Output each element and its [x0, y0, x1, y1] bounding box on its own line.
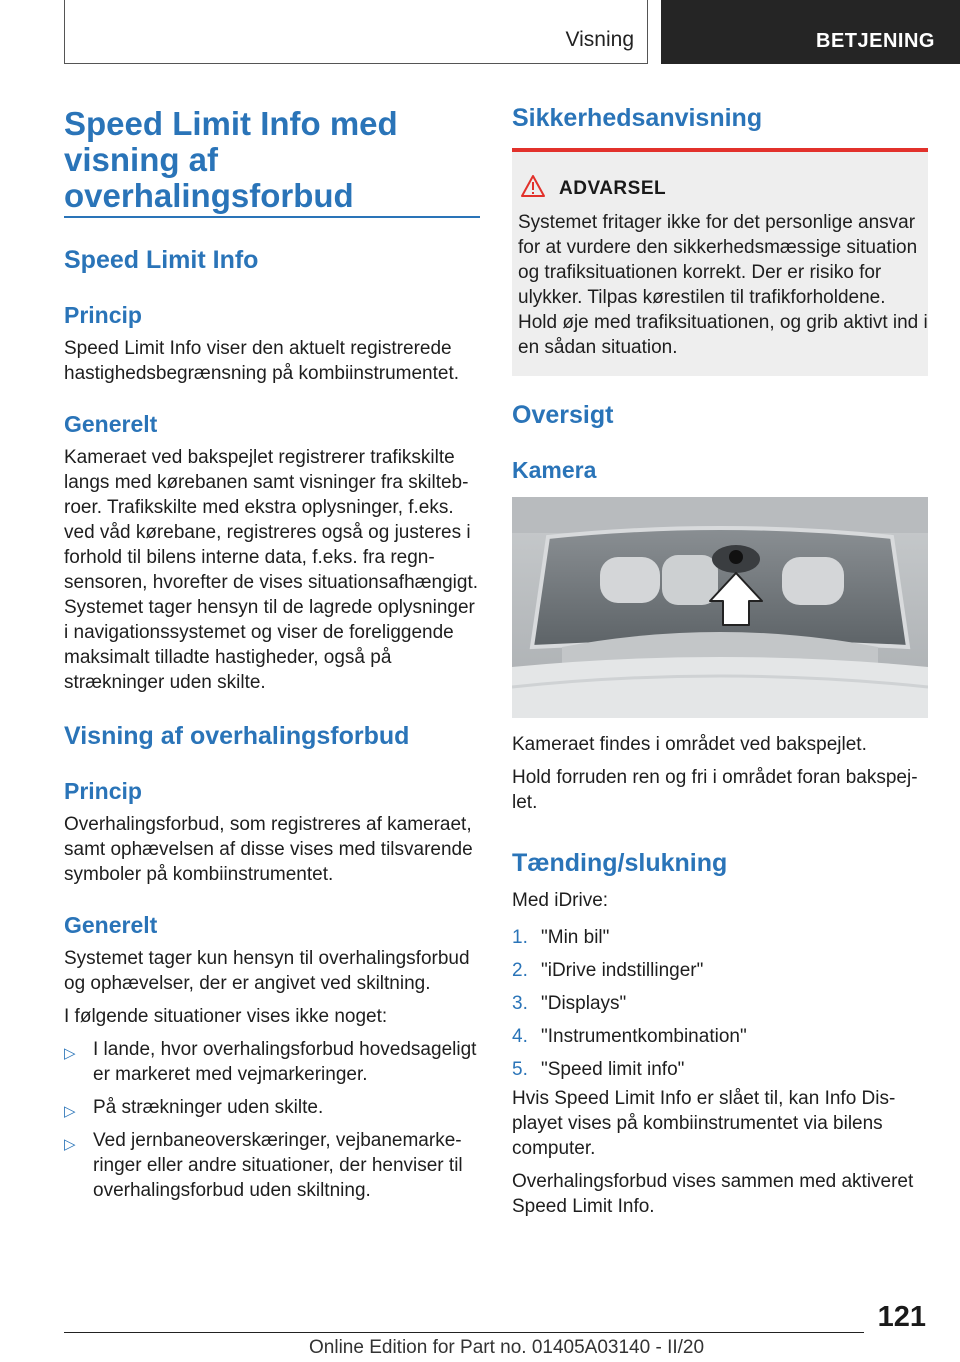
- step-number: 2.: [512, 960, 528, 981]
- warning-triangle-icon: [520, 174, 546, 198]
- page-number: 121: [877, 1301, 926, 1333]
- bullet-triangle-icon: ▷: [64, 1103, 76, 1120]
- heading-kamera: Kamera: [512, 457, 597, 483]
- step-text: "Speed limit info": [541, 1059, 685, 1080]
- idrive-intro: Med iDrive:: [512, 890, 609, 911]
- header-frame: [64, 0, 648, 64]
- warning-text: Systemet fritager ikke for det personlige ansvar for at vurdere den sikkerhedsmæssige situation og trafiksituationen korrekt. Der er risiko for ulykker. Tilpas kørestilen til trafikforholdene. Hold øje med trafiksituationen, og grib aktivt ind i en sådan situation.: [518, 212, 928, 358]
- title-rule: [64, 216, 480, 218]
- step-text: "iDrive indstillinger": [541, 960, 704, 981]
- heading-taending-slukning: Tænding/slukning: [512, 849, 728, 877]
- list-item: [512, 991, 928, 1024]
- list-item: [64, 1128, 480, 1203]
- camera-location-image: [512, 497, 928, 718]
- bullet-triangle-icon: ▷: [64, 1045, 76, 1062]
- after-text-1: Hvis Speed Limit Info er slået til, kan Info Displayet vises på kombiinstrumentet via bilens computer.: [512, 1088, 896, 1159]
- list-item: [512, 1024, 928, 1057]
- list-item: [512, 958, 928, 991]
- bullet-text: I lande, hvor overhalingsforbud hovedsageligt er markeret med vejmarkeringer.: [93, 1039, 477, 1085]
- list-item: [64, 1037, 480, 1087]
- step-number: 1.: [512, 927, 528, 948]
- bullet-text: På strækninger uden skilte.: [93, 1097, 324, 1118]
- warning-title: ADVARSEL: [559, 178, 667, 199]
- camera-caption-2: Hold forruden ren og fri i området foran bakspejlet.: [512, 767, 918, 813]
- heading-sikkerhedsanvisning: Sikkerhedsanvisning: [512, 104, 763, 132]
- warning-box: [512, 148, 928, 376]
- step-number: 3.: [512, 993, 528, 1014]
- heading-princip-2: Princip: [64, 778, 142, 804]
- heading-generelt-1: Generelt: [64, 411, 158, 437]
- situations-intro: I følgende situationer vises ikke noget:: [64, 1006, 388, 1027]
- princip-1-text: Speed Limit Info viser den aktuelt registrerede hastighedsbegrænsning på kombiinstrumentet.: [64, 338, 460, 384]
- generelt-2-text: Systemet tager kun hensyn til overhalingsforbud og ophævelser, der er angivet ved skiltning.: [64, 948, 470, 994]
- princip-2-text: Overhalingsforbud, som registreres af kameraet, samt ophævelsen af disse vises med tilsvarende symboler på kombiinstrumentet.: [64, 814, 473, 885]
- heading-princip-1: Princip: [64, 302, 142, 328]
- step-number: 5.: [512, 1059, 528, 1080]
- heading-oversigt: Oversigt: [512, 401, 614, 429]
- header-section: Visning: [565, 28, 634, 51]
- page-title: Speed Limit Info med visning af overhalingsforbud: [64, 105, 398, 214]
- footer-edition: Online Edition for Part no. 01405A03140 - II/20: [309, 1337, 705, 1358]
- heading-generelt-2: Generelt: [64, 912, 158, 938]
- generelt-1-text: Kameraet ved bakspejlet registrerer trafikskilte langs med kørebanen samt visninger fra skiltebroer. Trafikskilte med ekstra oplysninger, f.eks. ved våd kørebane, registreres også og justeres i forhold til bilens interne data, f.eks. fra regnsensoren, hvorefter de vises situationsafhængigt. Systemet tager hensyn til de lagrede oplysninger i navigationssystemet og viser de foreliggende maksimalt tilladte hastigheder, også på strækninger uden skilte.: [64, 447, 479, 693]
- bullet-triangle-icon: ▷: [64, 1136, 76, 1153]
- list-item: [64, 1095, 480, 1124]
- heading-visning: Visning af overhalingsforbud: [64, 722, 410, 750]
- list-item: [512, 925, 928, 958]
- after-text-2: Overhalingsforbud vises sammen med aktiveret Speed Limit Info.: [512, 1171, 914, 1217]
- footer-rule: [64, 1332, 864, 1333]
- step-text: "Min bil": [541, 927, 610, 948]
- steps-list: [512, 925, 928, 1090]
- camera-caption-1: Kameraet findes i området ved bakspejlet.: [512, 734, 867, 755]
- bullet-text: Ved jernbaneoverskæringer, vejbanemarkeringer eller andre situationer, der henviser til overhalingsforbud uden skiltning.: [93, 1130, 463, 1201]
- heading-speed-limit-info: Speed Limit Info: [64, 246, 259, 274]
- header-chapter: BETJENING: [661, 0, 960, 64]
- step-text: "Instrumentkombination": [541, 1026, 747, 1047]
- step-number: 4.: [512, 1026, 528, 1047]
- step-text: "Displays": [541, 993, 627, 1014]
